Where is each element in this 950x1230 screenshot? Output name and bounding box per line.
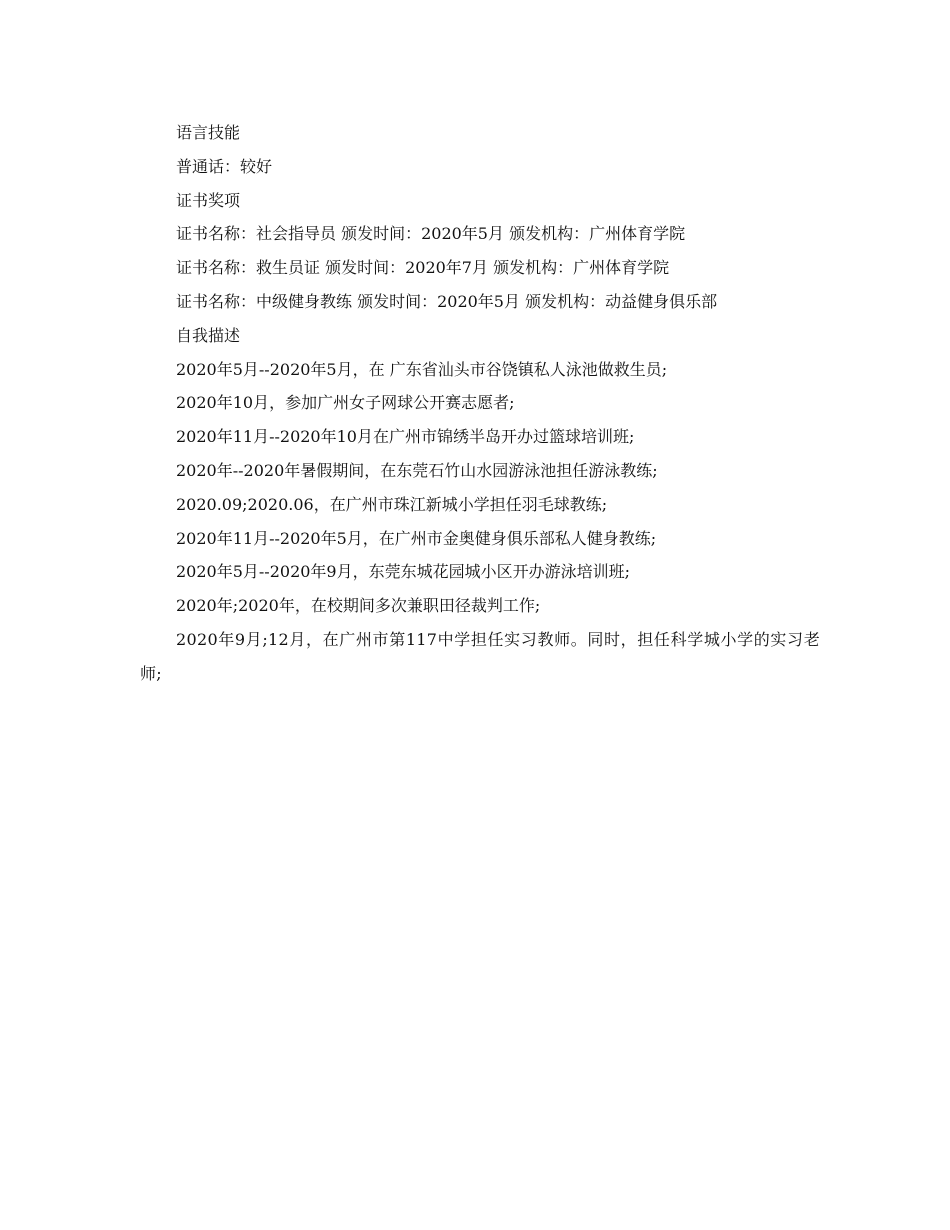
certificate-item: 证书名称：社会指导员 颁发时间：2020年5月 颁发机构：广州体育学院 [176, 224, 686, 244]
certificates-heading: 证书奖项 [176, 190, 241, 210]
self-description-heading: 自我描述 [176, 325, 241, 345]
experience-item: 2020年--2020年暑假期间，在东莞石竹山水园游泳池担任游泳教练; [176, 460, 658, 480]
experience-item: 2020.09;2020.06，在广州市珠江新城小学担任羽毛球教练; [176, 494, 608, 514]
experience-item: 2020年5月--2020年9月，东莞东城花园城小区开办游泳培训班; [176, 562, 631, 582]
language-skills-heading: 语言技能 [176, 123, 241, 142]
experience-item: 2020年11月--2020年10月在广州市锦绣半岛开办过篮球培训班; [176, 427, 635, 447]
experience-item: 2020年5月--2020年5月，在 广东省汕头市谷饶镇私人泳池做救生员; [176, 359, 668, 379]
internship-paragraph: 2020年9月;12月，在广州市第117中学担任实习教师。同时，担任科学城小学的实习老师; [140, 629, 820, 683]
experience-item: 2020年10月，参加广州女子网球公开赛志愿者; [176, 393, 515, 413]
experience-item: 2020年;2020年，在校期间多次兼职田径裁判工作; [176, 596, 541, 616]
certificate-item: 证书名称：中级健身教练 颁发时间：2020年5月 颁发机构：动益健身俱乐部 [176, 291, 718, 311]
resume-content [140, 116, 820, 691]
certificate-item: 证书名称：救生员证 颁发时间：2020年7月 颁发机构：广州体育学院 [176, 258, 670, 278]
mandarin-level: 普通话：较好 [176, 156, 273, 176]
experience-item: 2020年11月--2020年5月，在广州市金奥健身俱乐部私人健身教练; [176, 528, 657, 548]
